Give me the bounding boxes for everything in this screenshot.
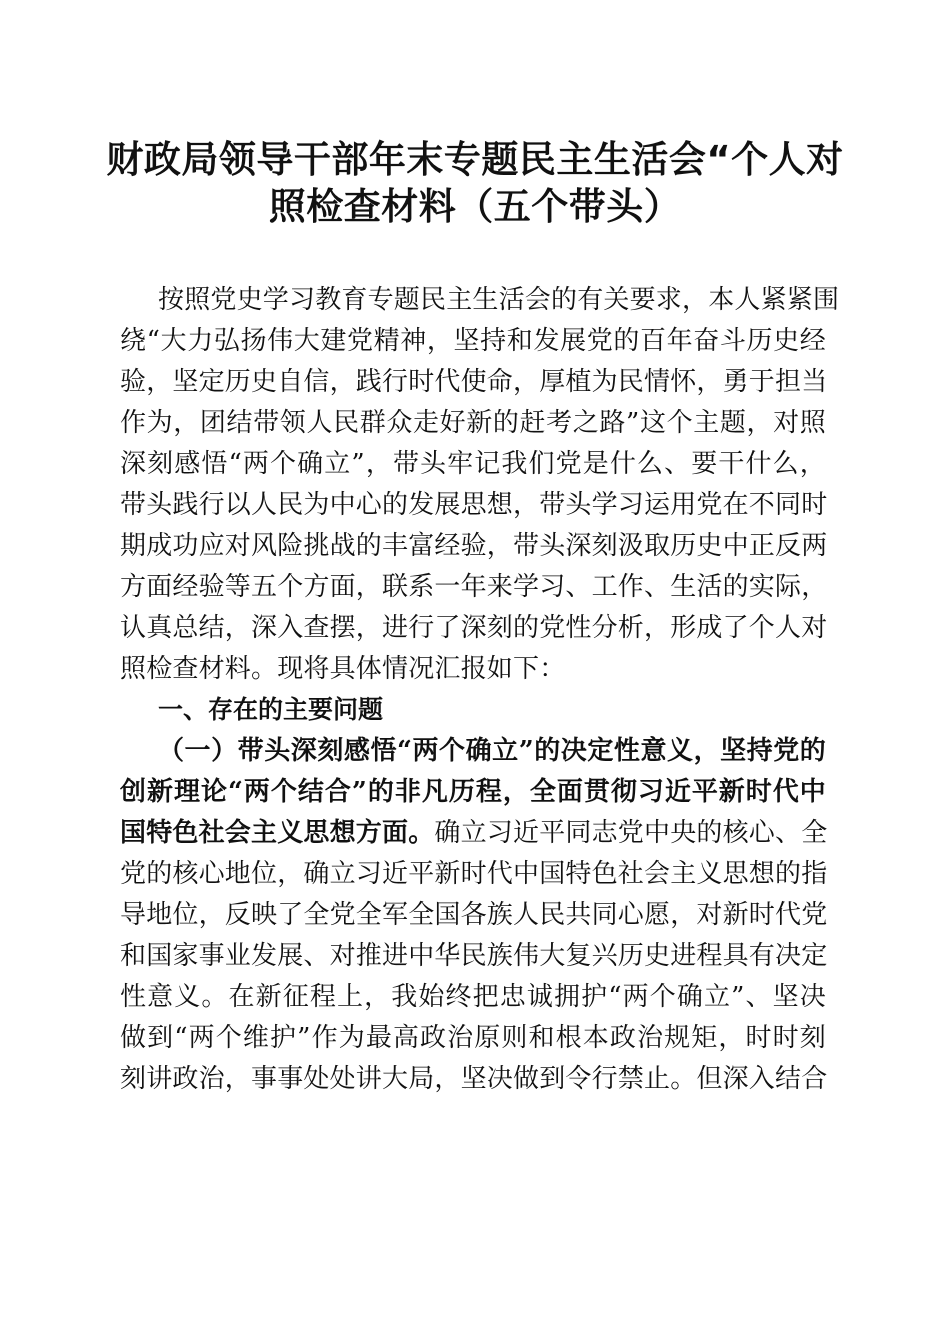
intro-line-9: 认真总结，深入查摆，进行了深刻的党性分析，形成了个人对 (120, 613, 828, 643)
intro-line-5: 深刻感悟“两个确立”，带头牢记我们党是什么、要干什么， (120, 449, 826, 479)
subsection-line-1: （一）带头深刻感悟“两个确立”的决定性意义，坚持党的 (158, 736, 826, 766)
body-line-6: 刻讲政治，事事处处讲大局，坚决做到令行禁止。但深入结合 (120, 1064, 828, 1094)
subsection-line-2: 创新理论“两个结合”的非凡历程，全面贯彻习近平新时代中 (120, 777, 826, 807)
body-line-2: 导地位，反映了全党全军全国各族人民共同心愿，对新时代党 (120, 900, 828, 930)
document-title (100, 136, 850, 230)
intro-line-2: 绕“大力弘扬伟大建党精神，坚持和发展党的百年奋斗历史经 (120, 326, 826, 356)
title-line-2: 照检查材料（五个带头） (268, 185, 682, 228)
body-line-1: 党的核心地位，确立习近平新时代中国特色社会主义思想的指 (120, 859, 828, 889)
intro-line-6: 带头践行以人民为中心的发展思想，带头学习运用党在不同时 (120, 490, 828, 520)
title-line-1: 财政局领导干部年末专题民主生活会“个人对 (106, 138, 844, 181)
intro-line-3: 验，坚定历史自信，践行时代使命，厚植为民情怀，勇于担当 (120, 367, 828, 397)
subsection-line-3-rest: 确立习近平同志党中央的核心、全 (434, 818, 828, 848)
subsection-line-3-bold: 国特色社会主义思想方面。 (120, 818, 435, 848)
body-line-3: 和国家事业发展、对推进中华民族伟大复兴历史进程具有决定 (120, 941, 828, 971)
section-heading: 一、存在的主要问题 (158, 695, 384, 724)
intro-line-7: 期成功应对风险挑战的丰富经验，带头深刻汲取历史中正反两 (120, 531, 828, 561)
body-line-5: 做到“两个维护”作为最高政治原则和根本政治规矩，时时刻 (120, 1023, 826, 1053)
intro-line-10: 照检查材料。现将具体情况汇报如下： (120, 654, 566, 684)
intro-line-1: 按照党史学习教育专题民主生活会的有关要求，本人紧紧围 (158, 285, 840, 315)
intro-line-8: 方面经验等五个方面，联系一年来学习、工作、生活的实际， (120, 572, 828, 602)
intro-line-4: 作为，团结带领人民群众走好新的赶考之路”这个主题，对照 (120, 408, 826, 438)
body-line-4: 性意义。在新征程上，我始终把忠诚拥护“两个确立”、坚决 (120, 982, 826, 1012)
subsection-line-3 (120, 815, 826, 851)
